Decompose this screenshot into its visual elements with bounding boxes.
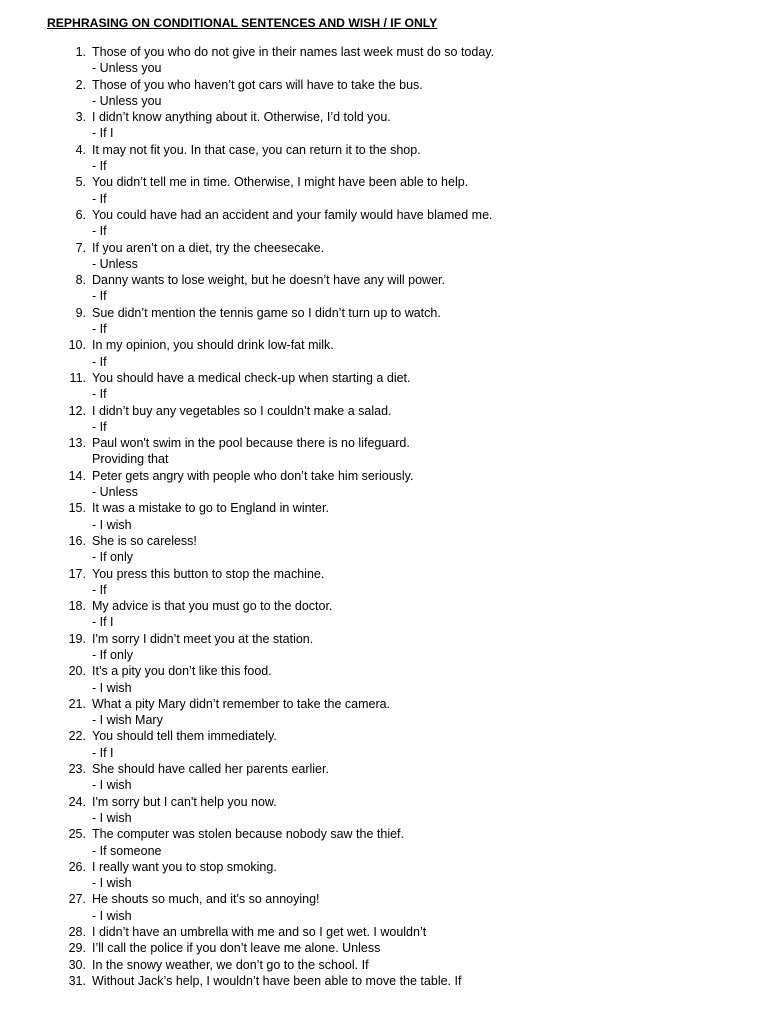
exercise-number: 11. [69, 370, 86, 385]
exercise-sentence: I didn’t buy any vegetables so I couldn’t make a salad. [92, 403, 392, 418]
exercise-item [0, 305, 768, 338]
exercise-sentence: It may not fit you. In that case, you can return it to the shop. [92, 142, 421, 157]
exercise-sentence: The computer was stolen because nobody saw the thief. [92, 827, 404, 842]
exercise-sentence: You could have had an accident and your family would have blamed me. [92, 207, 493, 222]
exercise-sentence: I'm sorry I didn’t meet you at the station. [92, 631, 314, 646]
exercise-sentence: Peter gets angry with people who don’t take him seriously. [92, 468, 414, 483]
exercise-sentence: In my opinion, you should drink low-fat milk. [92, 338, 334, 353]
exercise-prompt: - If [92, 289, 107, 304]
exercise-prompt: - If I [92, 615, 114, 630]
exercise-item [0, 957, 768, 973]
exercise-item [0, 468, 768, 501]
exercise-number: 23. [68, 762, 86, 777]
exercise-prompt: - I wish Mary [92, 713, 163, 728]
exercise-sentence: Those of you who do not give in their names last week must do so today. [92, 45, 495, 59]
exercise-item [0, 794, 768, 827]
exercise-number: 9. [75, 305, 86, 320]
exercise-item [0, 337, 768, 370]
exercise-item [0, 663, 768, 696]
exercise-number: 8. [75, 273, 86, 288]
exercise-sentence: He shouts so much, and it's so annoying! [92, 892, 320, 907]
exercise-prompt: - If [92, 224, 107, 239]
page-title: REPHRASING ON CONDITIONAL SENTENCES AND WISH / IF ONLY [47, 16, 438, 30]
exercise-number: 31. [68, 973, 86, 988]
exercise-sentence: Without Jack’s help, I wouldn’t have been able to move the table. If [92, 973, 462, 988]
exercise-number: 12. [68, 403, 86, 418]
exercise-item [0, 761, 768, 794]
exercise-prompt: - If [92, 191, 107, 206]
exercise-sentence: She should have called her parents earlier. [92, 762, 329, 777]
exercise-number: 20. [68, 664, 86, 679]
exercise-prompt: - Unless you [92, 61, 162, 76]
exercise-sentence: It’s a pity you don’t like this food. [92, 664, 272, 679]
exercise-number: 17. [68, 566, 86, 581]
exercise-number: 19. [68, 631, 86, 646]
exercise-sentence: It was a mistake to go to England in winter. [92, 501, 329, 516]
exercise-number: 6. [75, 207, 86, 222]
exercise-prompt: - If [92, 322, 107, 337]
exercise-sentence: What a pity Mary didn’t remember to take the camera. [92, 696, 391, 711]
exercise-item [0, 403, 768, 436]
exercise-sentence: She is so careless! [92, 533, 197, 548]
exercise-sentence: I didn’t know anything about it. Otherwise, I’d told you. [92, 110, 391, 125]
exercise-number: 22. [68, 729, 86, 744]
exercise-sentence: You didn’t tell me in time. Otherwise, I might have been able to help. [92, 175, 469, 190]
exercise-item [0, 728, 768, 761]
exercise-item [0, 924, 768, 940]
exercise-prompt: - I wish [92, 908, 132, 923]
exercise-sentence: You should tell them immediately. [92, 729, 277, 744]
exercise-list [0, 44, 768, 989]
exercise-item [0, 435, 768, 468]
exercise-prompt: - If [92, 387, 107, 402]
exercise-prompt: - If [92, 582, 107, 597]
exercise-item [0, 696, 768, 729]
exercise-sentence: I’ll call the police if you don’t leave me alone. Unless [92, 941, 381, 956]
exercise-prompt: - I wish [92, 778, 132, 793]
exercise-number: 18. [68, 599, 86, 614]
exercise-number: 3. [75, 110, 86, 125]
exercise-number: 16. [68, 533, 86, 548]
exercise-sentence: I really want you to stop smoking. [92, 859, 277, 874]
exercise-sentence: I didn’t have an umbrella with me and so I get wet. I wouldn’t [92, 925, 427, 940]
exercise-item [0, 77, 768, 110]
exercise-number: 25. [68, 827, 86, 842]
exercise-prompt: - I wish [92, 680, 132, 695]
exercise-number: 4. [75, 142, 86, 157]
exercise-prompt: - If [92, 159, 107, 174]
exercise-number: 29. [68, 941, 86, 956]
exercise-item [0, 826, 768, 859]
exercise-number: 5. [75, 175, 86, 190]
exercise-item [0, 500, 768, 533]
exercise-sentence: You press this button to stop the machine. [92, 566, 325, 581]
exercise-sentence: In the snowy weather, we don’t go to the school. If [92, 957, 369, 972]
exercise-item [0, 44, 768, 77]
exercise-prompt: - If only [92, 550, 133, 565]
exercise-sentence: My advice is that you must go to the doctor. [92, 599, 333, 614]
exercise-item [0, 272, 768, 305]
exercise-item [0, 891, 768, 924]
exercise-item [0, 566, 768, 599]
exercise-prompt: - If [92, 354, 107, 369]
exercise-number: 13. [68, 436, 86, 451]
exercise-sentence: If you aren’t on a diet, try the cheesecake. [92, 240, 325, 255]
exercise-item [0, 370, 768, 403]
exercise-prompt: - I wish [92, 810, 132, 825]
exercise-sentence: I'm sorry but I can't help you now. [92, 794, 277, 809]
exercise-item [0, 631, 768, 664]
exercise-item [0, 859, 768, 892]
exercise-prompt: - If I [92, 745, 114, 760]
exercise-prompt: - If I [92, 126, 114, 141]
exercise-number: 21. [68, 696, 86, 711]
exercise-item [0, 109, 768, 142]
exercise-item [0, 207, 768, 240]
exercise-number: 7. [75, 240, 86, 255]
exercise-prompt: - If only [92, 647, 133, 662]
exercise-sentence: Paul won't swim in the pool because there is no lifeguard. [92, 436, 410, 451]
exercise-item [0, 598, 768, 631]
exercise-number: 26. [68, 859, 86, 874]
exercise-item [0, 940, 768, 956]
exercise-item [0, 240, 768, 273]
exercise-item [0, 533, 768, 566]
exercise-prompt: Providing that [92, 452, 169, 467]
exercise-number: 27. [68, 892, 86, 907]
exercise-prompt: - Unless you [92, 93, 162, 108]
exercise-prompt: - I wish [92, 876, 132, 891]
exercise-sentence: You should have a medical check-up when starting a diet. [92, 370, 411, 385]
exercise-number: 2. [75, 77, 86, 92]
exercise-number: 24. [68, 794, 86, 809]
exercise-prompt: - I wish [92, 517, 132, 532]
exercise-number: 1. [75, 45, 86, 59]
exercise-number: 30. [68, 957, 86, 972]
exercise-prompt: - If someone [92, 843, 162, 858]
exercise-sentence: Those of you who haven’t got cars will have to take the bus. [92, 77, 423, 92]
exercise-item [0, 142, 768, 175]
exercise-prompt: - Unless [92, 485, 138, 500]
exercise-prompt: - If [92, 419, 107, 434]
exercise-sentence: Sue didn’t mention the tennis game so I didn’t turn up to watch. [92, 305, 441, 320]
exercise-item [0, 174, 768, 207]
exercise-prompt: - Unless [92, 256, 138, 271]
exercise-sentence: Danny wants to lose weight, but he doesn’t have any will power. [92, 273, 445, 288]
exercise-number: 28. [68, 925, 86, 940]
exercise-number: 10. [68, 338, 86, 353]
exercise-number: 15. [68, 501, 86, 516]
exercise-item [0, 973, 768, 989]
exercise-number: 14. [68, 468, 86, 483]
